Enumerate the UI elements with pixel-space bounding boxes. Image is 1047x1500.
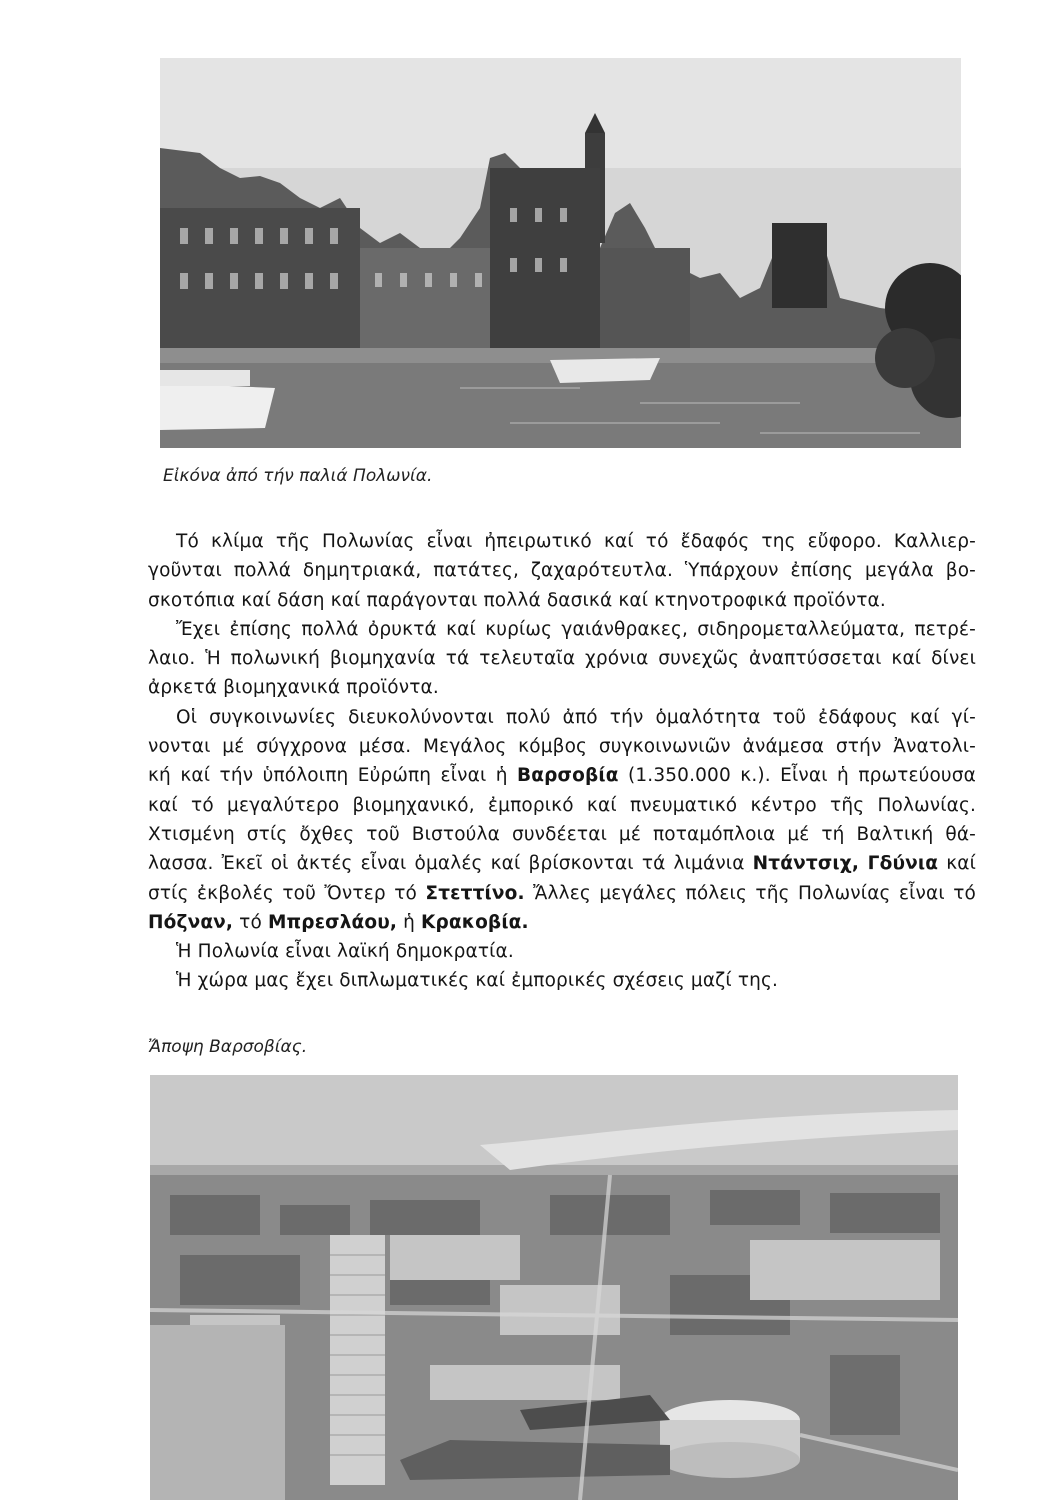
waterfront-illustration xyxy=(160,58,961,448)
paragraph-transport xyxy=(148,703,976,937)
text-line: Χτισμένη στίς ὄχθες τοῦ Βιστούλα συνδέεται μέ ποταμόπλοια μέ τή Βαλτική θά- xyxy=(148,823,976,845)
old-poland-caption: Εἰκόνα ἀπό τήν παλιά Πολωνία. xyxy=(163,466,433,486)
text-line: Ἔχει ἐπίσης πολλά ὀρυκτά καί κυρίως γαιάνθρακες, σιδηρομεταλλεύματα, πετρέ- xyxy=(176,618,976,640)
text-line: νονται μέ σύγχρονα μέσα. Μεγάλος κόμβος συγκοινωνιῶν ἀνάμεσα στήν Ἀνατολι- xyxy=(148,736,976,758)
city-name-warsaw: Βαρσοβία xyxy=(517,765,619,787)
text-line: καί τό μεγαλύτερο βιομηχανικό, ἐμπορικό καί πνευματικό κέντρο τῆς Πολωνίας. xyxy=(148,794,976,816)
text-line: λαιο. Ἡ πολωνική βιομηχανία τά τελευταῖα χρόνια συνεχῶς ἀναπτύσσεται καί δίνει xyxy=(148,648,976,670)
city-names-ports: Ντάντσιχ, Γδύνια xyxy=(752,853,939,875)
old-poland-photo xyxy=(160,58,961,448)
text-run: κή καί τήν ὑπόλοιπη Εὐρώπη εἶναι ἡ xyxy=(148,765,518,787)
text-line xyxy=(148,849,976,878)
text-run: (1.350.000 κ.). Εἶναι ἡ πρωτεύουσα xyxy=(618,765,976,787)
text-line: σκοτόπια καί δάση καί παράγονται πολλά δασικά καί κτηνοτροφικά προϊόντα. xyxy=(148,589,886,611)
body-text xyxy=(148,527,976,996)
text-line: Οἱ συγκοινωνίες διευκολύνονται πολύ ἀπό τήν ὁμαλότητα τοῦ ἐδάφους καί γί- xyxy=(176,706,976,728)
text-line: ἀρκετά βιομηχανικά προϊόντα. xyxy=(148,677,439,699)
city-name-poznan: Πόζναν, xyxy=(148,911,234,933)
paragraph-minerals xyxy=(148,615,976,703)
warsaw-photo xyxy=(150,1075,958,1500)
city-name-breslau: Μπρεσλάου, xyxy=(267,911,398,933)
text-run: ἡ xyxy=(397,911,422,933)
city-illustration xyxy=(150,1075,958,1500)
text-line: Ἡ χώρα μας ἔχει διπλωματικές καί ἐμπορικές σχέσεις μαζί της. xyxy=(176,970,779,992)
text-line: Τό κλίμα τῆς Πολωνίας εἶναι ἠπειρωτικό καί τό ἔδαφός της εὔφορο. Καλλιερ- xyxy=(176,531,976,552)
text-run: Ἄλλες μεγάλες πόλεις τῆς Πολωνίας εἶναι τό xyxy=(524,882,976,904)
paragraph-government xyxy=(148,937,976,966)
city-name-krakow: Κρακοβία. xyxy=(421,911,529,933)
text-run: στίς ἐκβολές τοῦ Ὄντερ τό xyxy=(148,882,426,904)
text-run: τό xyxy=(233,911,268,933)
city-name-stettin: Στεττίνο. xyxy=(425,882,525,904)
warsaw-caption: Ἄποψη Βαρσοβίας. xyxy=(148,1037,308,1057)
text-line xyxy=(148,908,976,937)
text-line: Ἡ Πολωνία εἶναι λαϊκή δημοκρατία. xyxy=(176,941,514,963)
text-line xyxy=(148,879,976,908)
text-line xyxy=(148,761,976,790)
paragraph-relations xyxy=(148,966,976,995)
text-run: λασσα. Ἐκεῖ οἱ ἀκτές εἶναι ὁμαλές καί βρίσκονται τά λιμάνια xyxy=(148,853,753,875)
text-run: καί xyxy=(938,853,976,875)
paragraph-climate xyxy=(148,527,976,615)
text-line: γοῦνται πολλά δημητριακά, πατάτες, ζαχαρότευτλα. Ὑπάρχουν ἐπίσης μεγάλα βο- xyxy=(148,560,976,582)
